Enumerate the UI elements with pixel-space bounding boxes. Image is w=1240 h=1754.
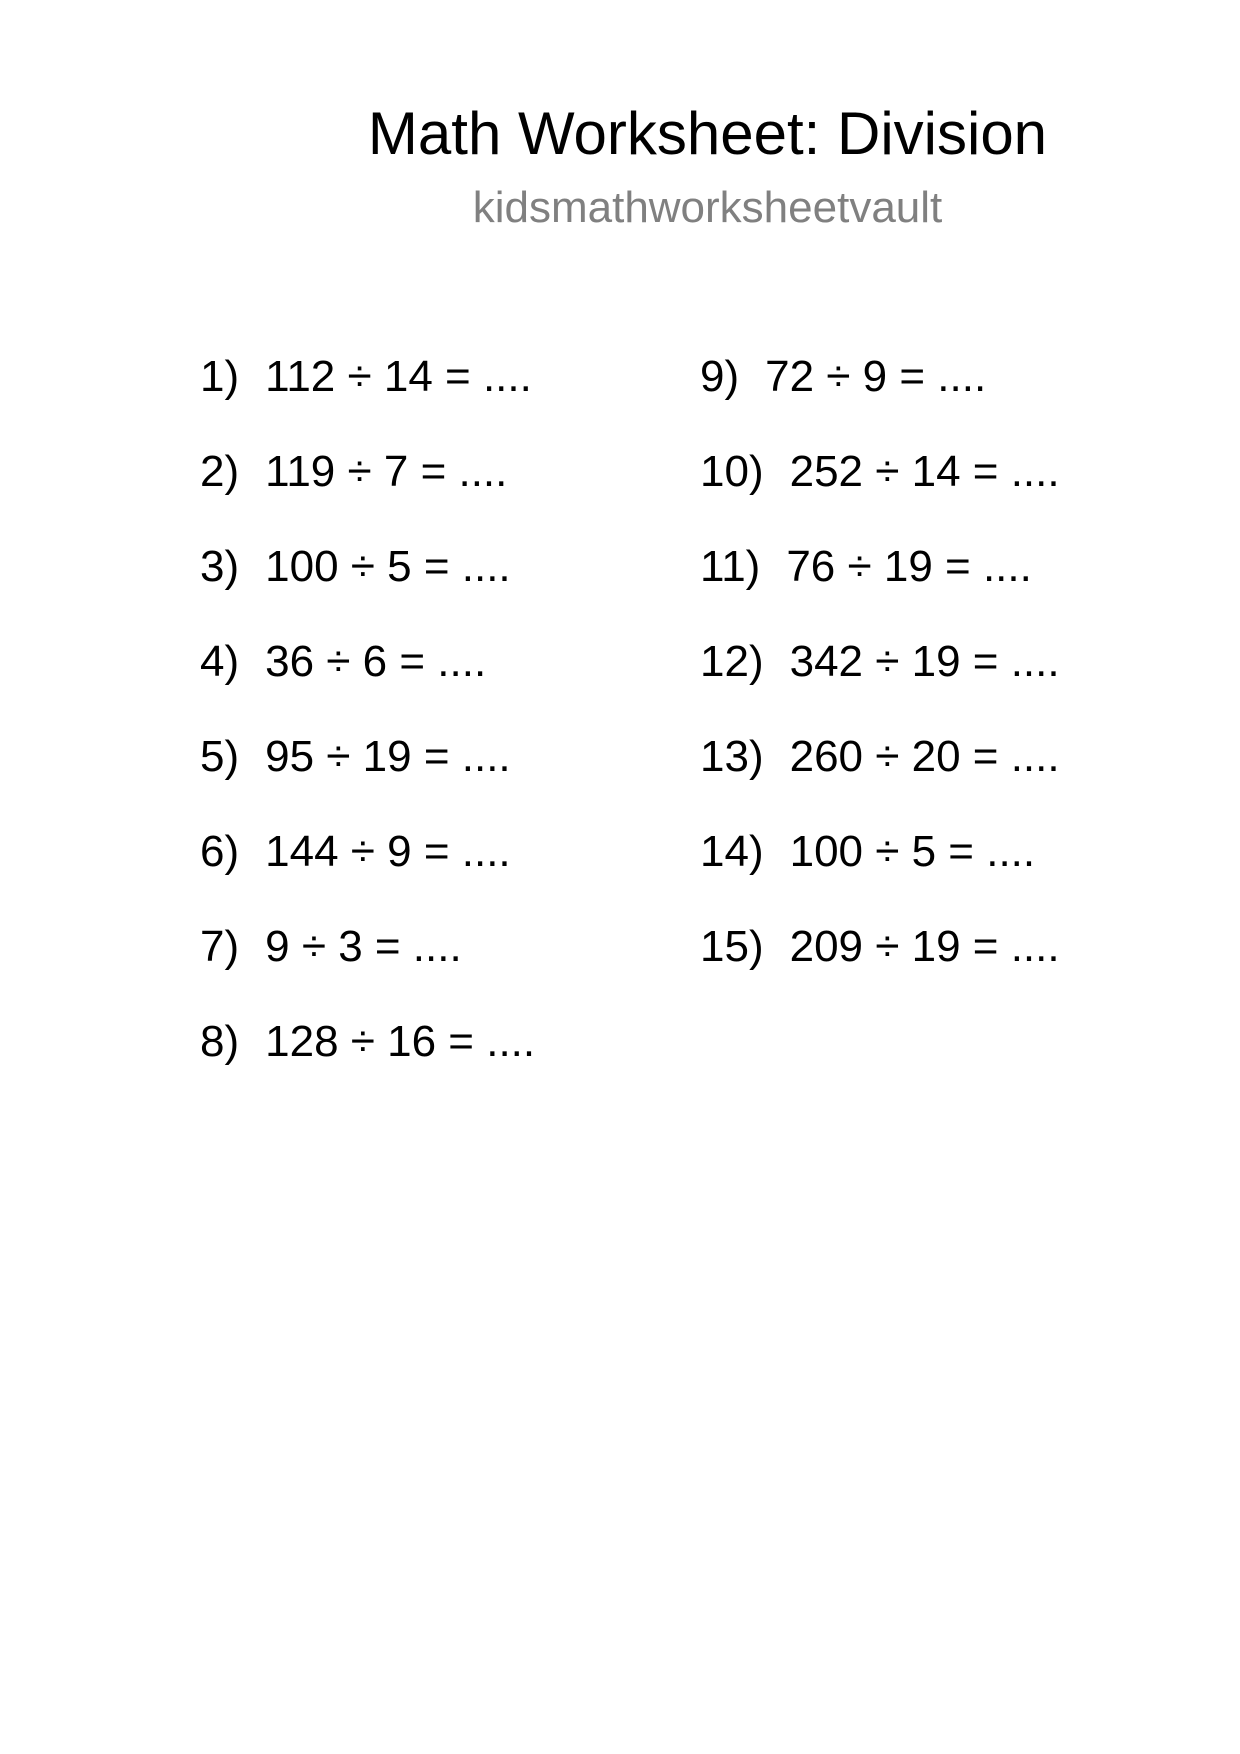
problem-3 (200, 540, 535, 635)
problem-expression: 100 ÷ 5 = .... (265, 542, 511, 591)
problem-4 (200, 635, 535, 730)
problem-number: 6) (200, 827, 240, 876)
problem-number: 10) (700, 447, 764, 496)
problem-2 (200, 445, 535, 540)
problem-number: 1) (200, 352, 240, 401)
worksheet-title: Math Worksheet: Division (367, 100, 1048, 167)
problem-number: 5) (200, 732, 240, 781)
problem-9 (700, 350, 1060, 445)
problem-number: 8) (200, 1017, 240, 1066)
problem-11 (700, 540, 1060, 635)
problem-expression: 252 ÷ 14 = .... (789, 447, 1060, 496)
problem-10 (700, 445, 1060, 540)
problem-1 (200, 350, 535, 445)
problem-5 (200, 730, 535, 825)
problem-number: 2) (200, 447, 240, 496)
problem-expression: 342 ÷ 19 = .... (789, 637, 1060, 686)
problem-expression: 209 ÷ 19 = .... (789, 922, 1060, 971)
problem-number: 3) (200, 542, 240, 591)
problem-expression: 9 ÷ 3 = .... (265, 922, 462, 971)
worksheet-source: kidsmathworksheetvault (472, 183, 943, 232)
problem-number: 15) (700, 922, 764, 971)
problem-number: 12) (700, 637, 764, 686)
problem-number: 14) (700, 827, 764, 876)
problem-expression: 119 ÷ 7 = .... (265, 447, 508, 496)
problem-7 (200, 920, 535, 1015)
problem-number: 9) (700, 352, 740, 401)
problem-expression: 144 ÷ 9 = .... (265, 827, 511, 876)
problem-14 (700, 825, 1060, 920)
problem-expression: 100 ÷ 5 = .... (789, 827, 1036, 876)
problem-column-left (200, 350, 535, 1110)
problem-expression: 72 ÷ 9 = .... (765, 352, 987, 401)
problem-expression: 36 ÷ 6 = .... (265, 637, 487, 686)
problem-number: 13) (700, 732, 764, 781)
problem-expression: 260 ÷ 20 = .... (789, 732, 1060, 781)
problem-expression: 95 ÷ 19 = .... (265, 732, 511, 781)
problem-column-right (700, 350, 1060, 1015)
problem-number: 4) (200, 637, 240, 686)
problem-8 (200, 1015, 535, 1110)
problem-expression: 76 ÷ 19 = .... (786, 542, 1032, 591)
problem-12 (700, 635, 1060, 730)
problem-13 (700, 730, 1060, 825)
problem-number: 11) (700, 542, 761, 591)
problem-number: 7) (200, 922, 240, 971)
problem-expression: 112 ÷ 14 = .... (265, 352, 532, 401)
problem-expression: 128 ÷ 16 = .... (265, 1017, 536, 1066)
problem-6 (200, 825, 535, 920)
problem-15 (700, 920, 1060, 1015)
